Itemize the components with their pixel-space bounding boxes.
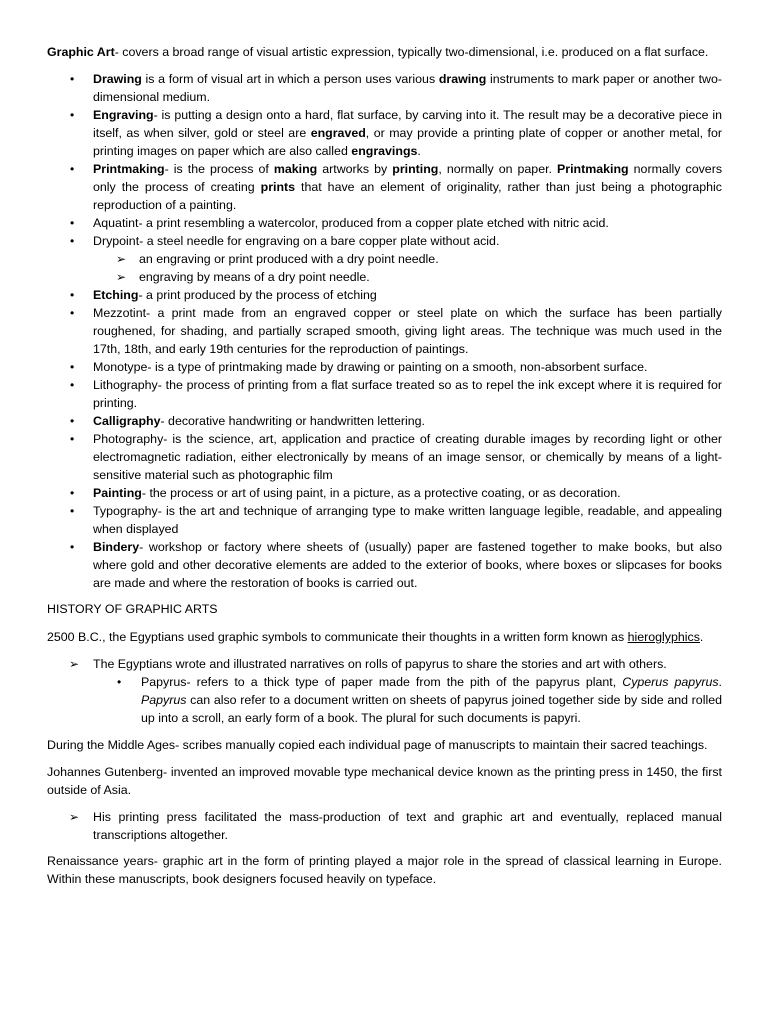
- bullet-icon: •: [70, 288, 75, 302]
- item-term: Engraving: [93, 108, 154, 122]
- sub-item-text: an engraving or print produced with a dry point needle.: [139, 252, 439, 266]
- bullet-icon: •: [70, 486, 75, 500]
- arrow-item-text: His printing press facilitated the mass-production of text and graphic art and eventually, replaced manual transcriptions altogether.: [93, 810, 722, 842]
- item-bold: Printmaking: [557, 162, 629, 176]
- item-term: Drawing: [93, 72, 142, 86]
- sub-list-item: [93, 268, 722, 286]
- drypoint-sublist: [93, 250, 722, 286]
- papyrus-list: [47, 673, 722, 727]
- arrow-bullet-icon: ➢: [116, 270, 127, 284]
- gutenberg-paragraph: Johannes Gutenberg- invented an improved movable type mechanical device known as the printing press in 1450, the first outside of Asia.: [47, 765, 722, 797]
- item-text: , or may provide a printing plate of copper or another metal, for printing images on paper which are also called: [93, 126, 722, 158]
- item-text: .: [417, 144, 421, 158]
- list-item-aquatint: [47, 214, 722, 232]
- arrow-bullet-icon: ➢: [69, 810, 80, 824]
- papyrus-item: [47, 673, 722, 727]
- list-item-photography: [47, 430, 722, 484]
- item-term: Bindery: [93, 540, 140, 554]
- item-text: is a form of visual art in which a person uses various: [141, 72, 439, 86]
- list-item-drawing: [47, 70, 722, 106]
- bullet-icon: •: [70, 72, 75, 86]
- item-text: artworks by: [317, 162, 393, 176]
- list-item-drypoint: [47, 232, 722, 286]
- bullet-icon: •: [70, 360, 75, 374]
- item-text: normally covers only the process of creating: [93, 162, 723, 194]
- item-text: that have an element of originality, rather than just being a photographic reproduction of a painting.: [93, 180, 722, 212]
- item-bold: making: [273, 162, 318, 176]
- hieroglyphics-link[interactable]: hieroglyphics: [627, 630, 700, 644]
- renaissance-paragraph: Renaissance years- graphic art in the form of printing played a major role in the spread of classical learning in Europe. Within these manuscripts, book designers focused heavily on typeface.: [47, 854, 722, 886]
- intro-term: Graphic Art: [47, 45, 115, 59]
- bullet-icon: •: [70, 234, 75, 248]
- list-item-lithography: [47, 376, 722, 412]
- item-text: Lithography- the process of printing from a flat surface treated so as to repel the ink except where it is required for printing.: [93, 378, 722, 410]
- history-heading: HISTORY OF GRAPHIC ARTS: [47, 602, 218, 616]
- list-item-printmaking: [47, 160, 722, 214]
- sub-item-text: engraving by means of a dry point needle.: [139, 270, 370, 284]
- bullet-icon: •: [117, 675, 122, 689]
- arrow-bullet-icon: ➢: [69, 657, 80, 671]
- item-text: - is putting a design onto a hard, flat surface, by carving into it. The result may be a decorative piece in itself, as when silver, gold or steel are: [93, 108, 722, 140]
- item-text: - the process or art of using paint, in a picture, as a protective coating, or as decoration.: [141, 486, 621, 500]
- intro-paragraph: [47, 43, 722, 61]
- list-item-painting: [47, 484, 722, 502]
- item-text: instruments to mark paper or another two-dimensional medium.: [93, 72, 722, 104]
- papyrus-species: Cyperus papyrus: [622, 675, 719, 689]
- bullet-icon: •: [70, 432, 75, 446]
- bullet-icon: •: [70, 540, 75, 554]
- bullet-icon: •: [70, 162, 75, 176]
- list-item-monotype: [47, 358, 722, 376]
- bullet-icon: •: [70, 414, 75, 428]
- item-term: Etching: [93, 288, 139, 302]
- intro-text: - covers a broad range of visual artistic expression, typically two-dimensional, i.e. produced on a flat surface.: [114, 45, 709, 59]
- list-item-mezzotint: [47, 304, 722, 358]
- middle-ages-paragraph: During the Middle Ages- scribes manually copied each individual page of manuscripts to maintain their sacred teachings.: [47, 738, 708, 752]
- art-forms-list: [47, 70, 722, 592]
- item-bold: engraved: [310, 126, 366, 140]
- list-item-calligraphy: [47, 412, 722, 430]
- item-term: Calligraphy: [93, 414, 161, 428]
- papyrus-text: Papyrus- refers to a thick type of paper made from the pith of the papyrus plant,: [141, 675, 623, 689]
- arrow-list-item: [47, 655, 722, 673]
- bullet-icon: •: [70, 108, 75, 122]
- item-text: - decorative handwriting or handwritten lettering.: [160, 414, 425, 428]
- sub-list-item: [93, 250, 722, 268]
- bullet-icon: •: [70, 306, 75, 320]
- item-bold: engravings: [351, 144, 418, 158]
- egypt-arrow-list: [47, 655, 722, 673]
- item-bold: prints: [260, 180, 296, 194]
- item-text: Typography- is the art and technique of arranging type to make written language legible, readable, and appealing when displayed: [93, 504, 722, 536]
- bullet-icon: •: [70, 378, 75, 392]
- item-bold: printing: [392, 162, 439, 176]
- list-item-etching: [47, 286, 722, 304]
- item-term: Printmaking: [93, 162, 165, 176]
- egypt-text: 2500 B.C., the Egyptians used graphic symbols to communicate their thoughts in a written form known as: [47, 630, 628, 644]
- item-text: Photography- is the science, art, application and practice of creating durable images by recording light or other electromagnetic radiation, either electronically by means of an image sensor, or chemically by means of a light-sensitive material such as photographic film: [93, 432, 722, 482]
- papyrus-text: can also refer to a document written on sheets of papyrus joined together side by side and rolled up into a scroll, an early form of a book. The plural for such documents is papyri.: [141, 693, 722, 725]
- arrow-bullet-icon: ➢: [116, 252, 127, 266]
- gutenberg-arrow-list: [47, 808, 722, 844]
- list-item-typography: [47, 502, 722, 538]
- egypt-paragraph: [47, 628, 722, 646]
- document-page: [47, 43, 722, 896]
- item-term: Painting: [93, 486, 142, 500]
- item-text: , normally on paper.: [438, 162, 558, 176]
- item-text: Mezzotint- a print made from an engraved copper or steel plate on which the surface has been partially roughened, for shading, and partially scraped smooth, giving light areas. The technique was much used in the 17th, 18th, and early 19th centuries for the reproduction of paintings.: [93, 306, 722, 356]
- item-text: - workshop or factory where sheets of (usually) paper are fastened together to make books, but also where gold and other decorative elements are added to the exterior of books, where boxes or slipcases for books are made and where the restoration of books is carried out.: [93, 540, 722, 590]
- egypt-end: .: [699, 630, 704, 644]
- arrow-list-item: [47, 808, 722, 844]
- item-text: Aquatint- a print resembling a watercolor, produced from a copper plate etched with nitric acid.: [93, 216, 609, 230]
- papyrus-word: Papyrus: [141, 693, 187, 707]
- item-text: - a print produced by the process of etching: [138, 288, 377, 302]
- list-item-engraving: [47, 106, 722, 160]
- list-item-bindery: [47, 538, 722, 592]
- arrow-item-text: The Egyptians wrote and illustrated narratives on rolls of papyrus to share the stories and art with others.: [93, 657, 667, 671]
- bullet-icon: •: [70, 216, 75, 230]
- item-bold: drawing: [438, 72, 487, 86]
- item-text: Drypoint- a steel needle for engraving on a bare copper plate without acid.: [93, 234, 500, 248]
- papyrus-text: .: [718, 675, 722, 689]
- item-text: - is the process of: [164, 162, 274, 176]
- bullet-icon: •: [70, 504, 75, 518]
- item-text: Monotype- is a type of printmaking made by drawing or painting on a smooth, non-absorbent surface.: [93, 360, 648, 374]
